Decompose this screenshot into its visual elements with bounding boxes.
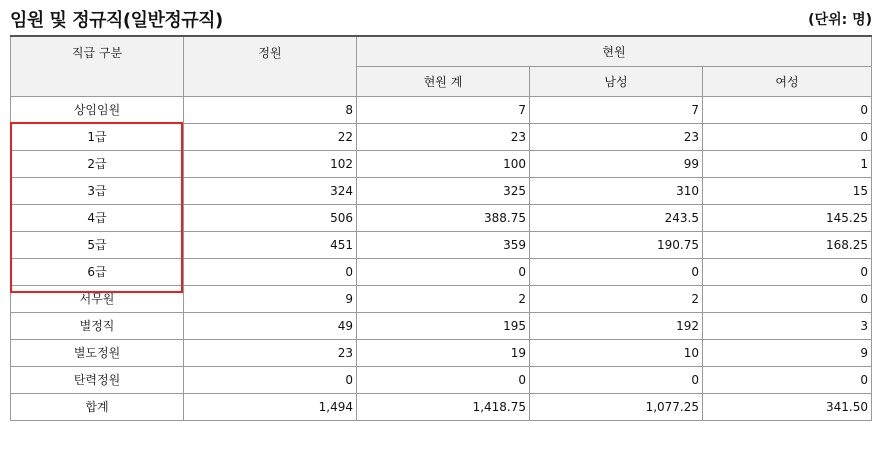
table-row	[11, 285, 872, 312]
staff-table	[10, 35, 872, 421]
cell-total: 0	[357, 258, 530, 285]
cell-total: 23	[357, 123, 530, 150]
cell-female: 0	[703, 123, 872, 150]
header-current: 현원	[357, 36, 872, 66]
row-label: 서무원	[11, 285, 184, 312]
cell-quota: 506	[184, 204, 357, 231]
cell-male: 7	[530, 96, 703, 123]
cell-quota: 9	[184, 285, 357, 312]
cell-male: 2	[530, 285, 703, 312]
cell-female: 341.50	[703, 393, 872, 420]
row-label: 6급	[11, 258, 184, 285]
cell-female: 0	[703, 258, 872, 285]
cell-total: 359	[357, 231, 530, 258]
cell-male: 1,077.25	[530, 393, 703, 420]
cell-female: 145.25	[703, 204, 872, 231]
cell-quota: 49	[184, 312, 357, 339]
cell-female: 1	[703, 150, 872, 177]
row-label: 3급	[11, 177, 184, 204]
cell-female: 168.25	[703, 231, 872, 258]
row-label: 2급	[11, 150, 184, 177]
cell-female: 0	[703, 285, 872, 312]
table-row	[11, 231, 872, 258]
row-label: 상임임원	[11, 96, 184, 123]
cell-male: 0	[530, 366, 703, 393]
header-current-total: 현원 계	[357, 66, 530, 96]
cell-total: 19	[357, 339, 530, 366]
cell-quota: 22	[184, 123, 357, 150]
table-row	[11, 204, 872, 231]
row-label: 합계	[11, 393, 184, 420]
cell-quota: 0	[184, 258, 357, 285]
cell-female: 9	[703, 339, 872, 366]
header-male: 남성	[530, 66, 703, 96]
cell-quota: 102	[184, 150, 357, 177]
table-row	[11, 177, 872, 204]
row-label: 탄력정원	[11, 366, 184, 393]
cell-total: 100	[357, 150, 530, 177]
cell-quota: 23	[184, 339, 357, 366]
cell-male: 192	[530, 312, 703, 339]
cell-quota: 8	[184, 96, 357, 123]
row-label: 5급	[11, 231, 184, 258]
cell-total: 2	[357, 285, 530, 312]
row-label: 별도정원	[11, 339, 184, 366]
cell-total: 7	[357, 96, 530, 123]
row-label: 4급	[11, 204, 184, 231]
cell-male: 0	[530, 258, 703, 285]
cell-male: 10	[530, 339, 703, 366]
header-female: 여성	[703, 66, 872, 96]
table-row	[11, 258, 872, 285]
cell-male: 243.5	[530, 204, 703, 231]
cell-total: 0	[357, 366, 530, 393]
header-quota: 정원	[184, 36, 357, 96]
header-category: 직급 구분	[11, 36, 184, 96]
cell-total: 388.75	[357, 204, 530, 231]
row-label: 별정직	[11, 312, 184, 339]
row-label: 1급	[11, 123, 184, 150]
cell-quota: 451	[184, 231, 357, 258]
unit-label: (단위: 명)	[808, 12, 872, 28]
cell-total: 195	[357, 312, 530, 339]
cell-male: 190.75	[530, 231, 703, 258]
table-row	[11, 123, 872, 150]
cell-total: 1,418.75	[357, 393, 530, 420]
cell-female: 0	[703, 366, 872, 393]
table-row	[11, 312, 872, 339]
cell-female: 0	[703, 96, 872, 123]
table-title: 임원 및 정규직(일반정규직)	[10, 10, 223, 31]
table-row	[11, 150, 872, 177]
table-row	[11, 366, 872, 393]
table-row	[11, 96, 872, 123]
cell-male: 310	[530, 177, 703, 204]
cell-male: 99	[530, 150, 703, 177]
cell-quota: 324	[184, 177, 357, 204]
table-row-total	[11, 393, 872, 420]
cell-total: 325	[357, 177, 530, 204]
table-row	[11, 339, 872, 366]
cell-male: 23	[530, 123, 703, 150]
cell-female: 3	[703, 312, 872, 339]
cell-quota: 1,494	[184, 393, 357, 420]
cell-female: 15	[703, 177, 872, 204]
cell-quota: 0	[184, 366, 357, 393]
